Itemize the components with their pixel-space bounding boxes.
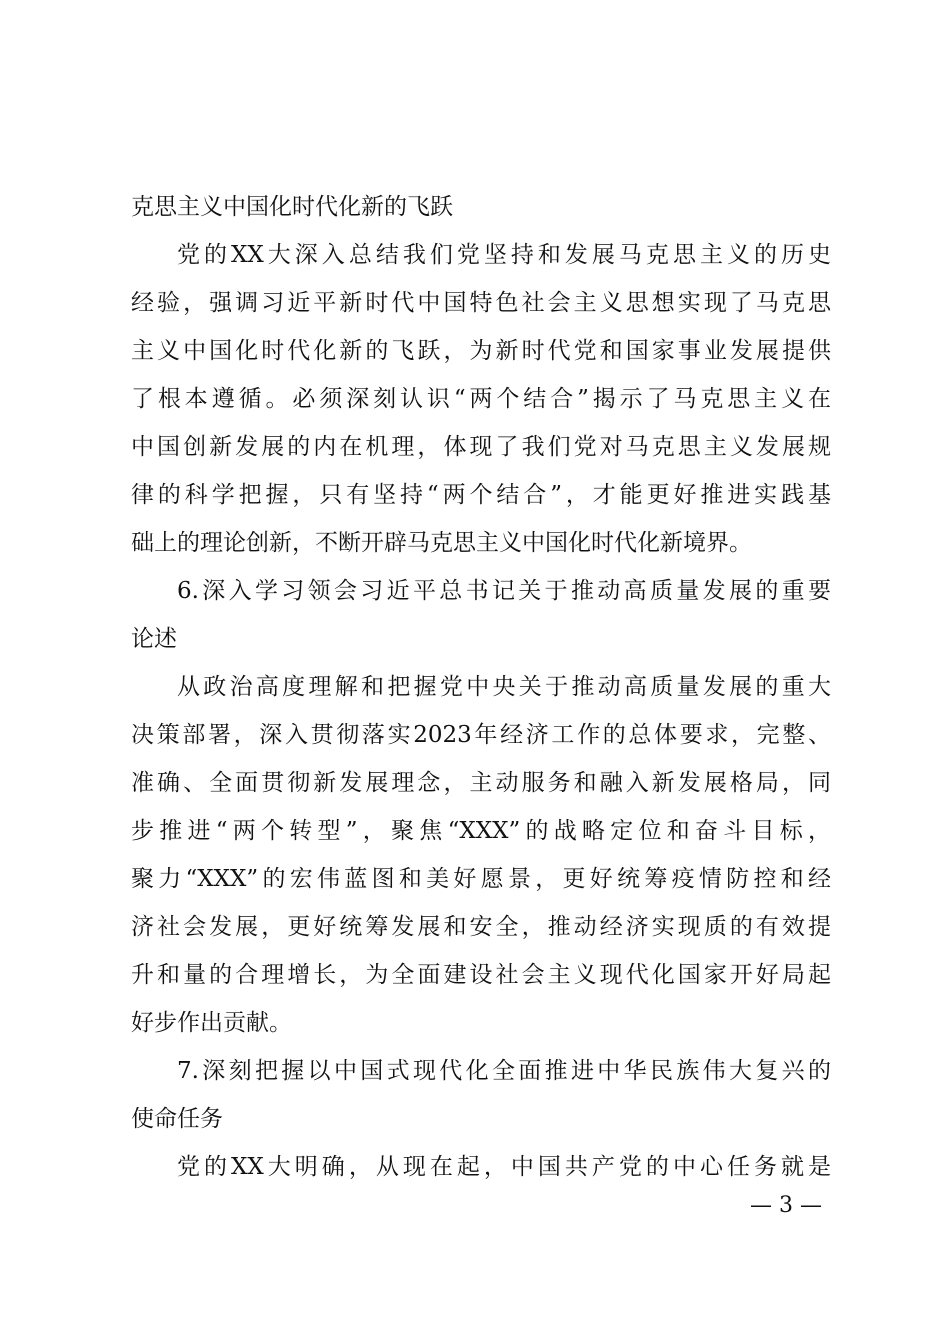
paragraph-line: 律的科学把握，只有坚持“两个结合”，才能更好推进实践基: [131, 482, 831, 508]
paragraph-line: 党的XX大明确，从现在起，中国共产党的中心任务就是: [177, 1154, 831, 1180]
heading-line: 论述: [131, 626, 177, 652]
paragraph-2: [131, 663, 831, 1047]
paragraph-line: 步推进“两个转型”，聚焦“XXX”的战略定位和奋斗目标，: [131, 818, 831, 844]
paragraph-3: [131, 1143, 831, 1191]
paragraph-line: 中国创新发展的内在机理，体现了我们党对马克思主义发展规: [131, 434, 831, 460]
document-body: [131, 183, 831, 1191]
paragraph-line: 从政治高度理解和把握党中央关于推动高质量发展的重大: [177, 674, 831, 700]
heading-line: 使命任务: [131, 1106, 223, 1132]
page-number: — 3 —: [750, 1193, 822, 1218]
section-heading-7: [131, 1047, 831, 1143]
paragraph-line: 主义中国化时代化新的飞跃，为新时代党和国家事业发展提供: [131, 338, 831, 364]
section-heading-6: [131, 567, 831, 663]
paragraph-1: [131, 231, 831, 567]
continued-heading-line: 克思主义中国化时代化新的飞跃: [131, 194, 453, 220]
heading-line: 7.深刻把握以中国式现代化全面推进中华民族伟大复兴的: [177, 1058, 831, 1084]
paragraph-line: 础上的理论创新，不断开辟马克思主义中国化时代化新境界。: [131, 530, 752, 556]
paragraph-line: 党的XX大深入总结我们党坚持和发展马克思主义的历史: [177, 242, 831, 268]
paragraph-line: 了根本遵循。必须深刻认识“两个结合”揭示了马克思主义在: [131, 386, 831, 412]
paragraph-line: 聚力“XXX”的宏伟蓝图和美好愿景，更好统筹疫情防控和经: [131, 866, 831, 892]
paragraph-line: 好步作出贡献。: [131, 1010, 292, 1036]
heading-line: 6.深入学习领会习近平总书记关于推动高质量发展的重要: [177, 578, 831, 604]
paragraph-line: 决策部署，深入贯彻落实2023年经济工作的总体要求，完整、: [131, 722, 831, 748]
paragraph-line: 升和量的合理增长，为全面建设社会主义现代化国家开好局起: [131, 962, 831, 988]
paragraph-line: 准确、全面贯彻新发展理念，主动服务和融入新发展格局，同: [131, 770, 831, 796]
paragraph-line: 济社会发展，更好统筹发展和安全，推动经济实现质的有效提: [131, 914, 831, 940]
paragraph-line: 经验，强调习近平新时代中国特色社会主义思想实现了马克思: [131, 290, 831, 316]
